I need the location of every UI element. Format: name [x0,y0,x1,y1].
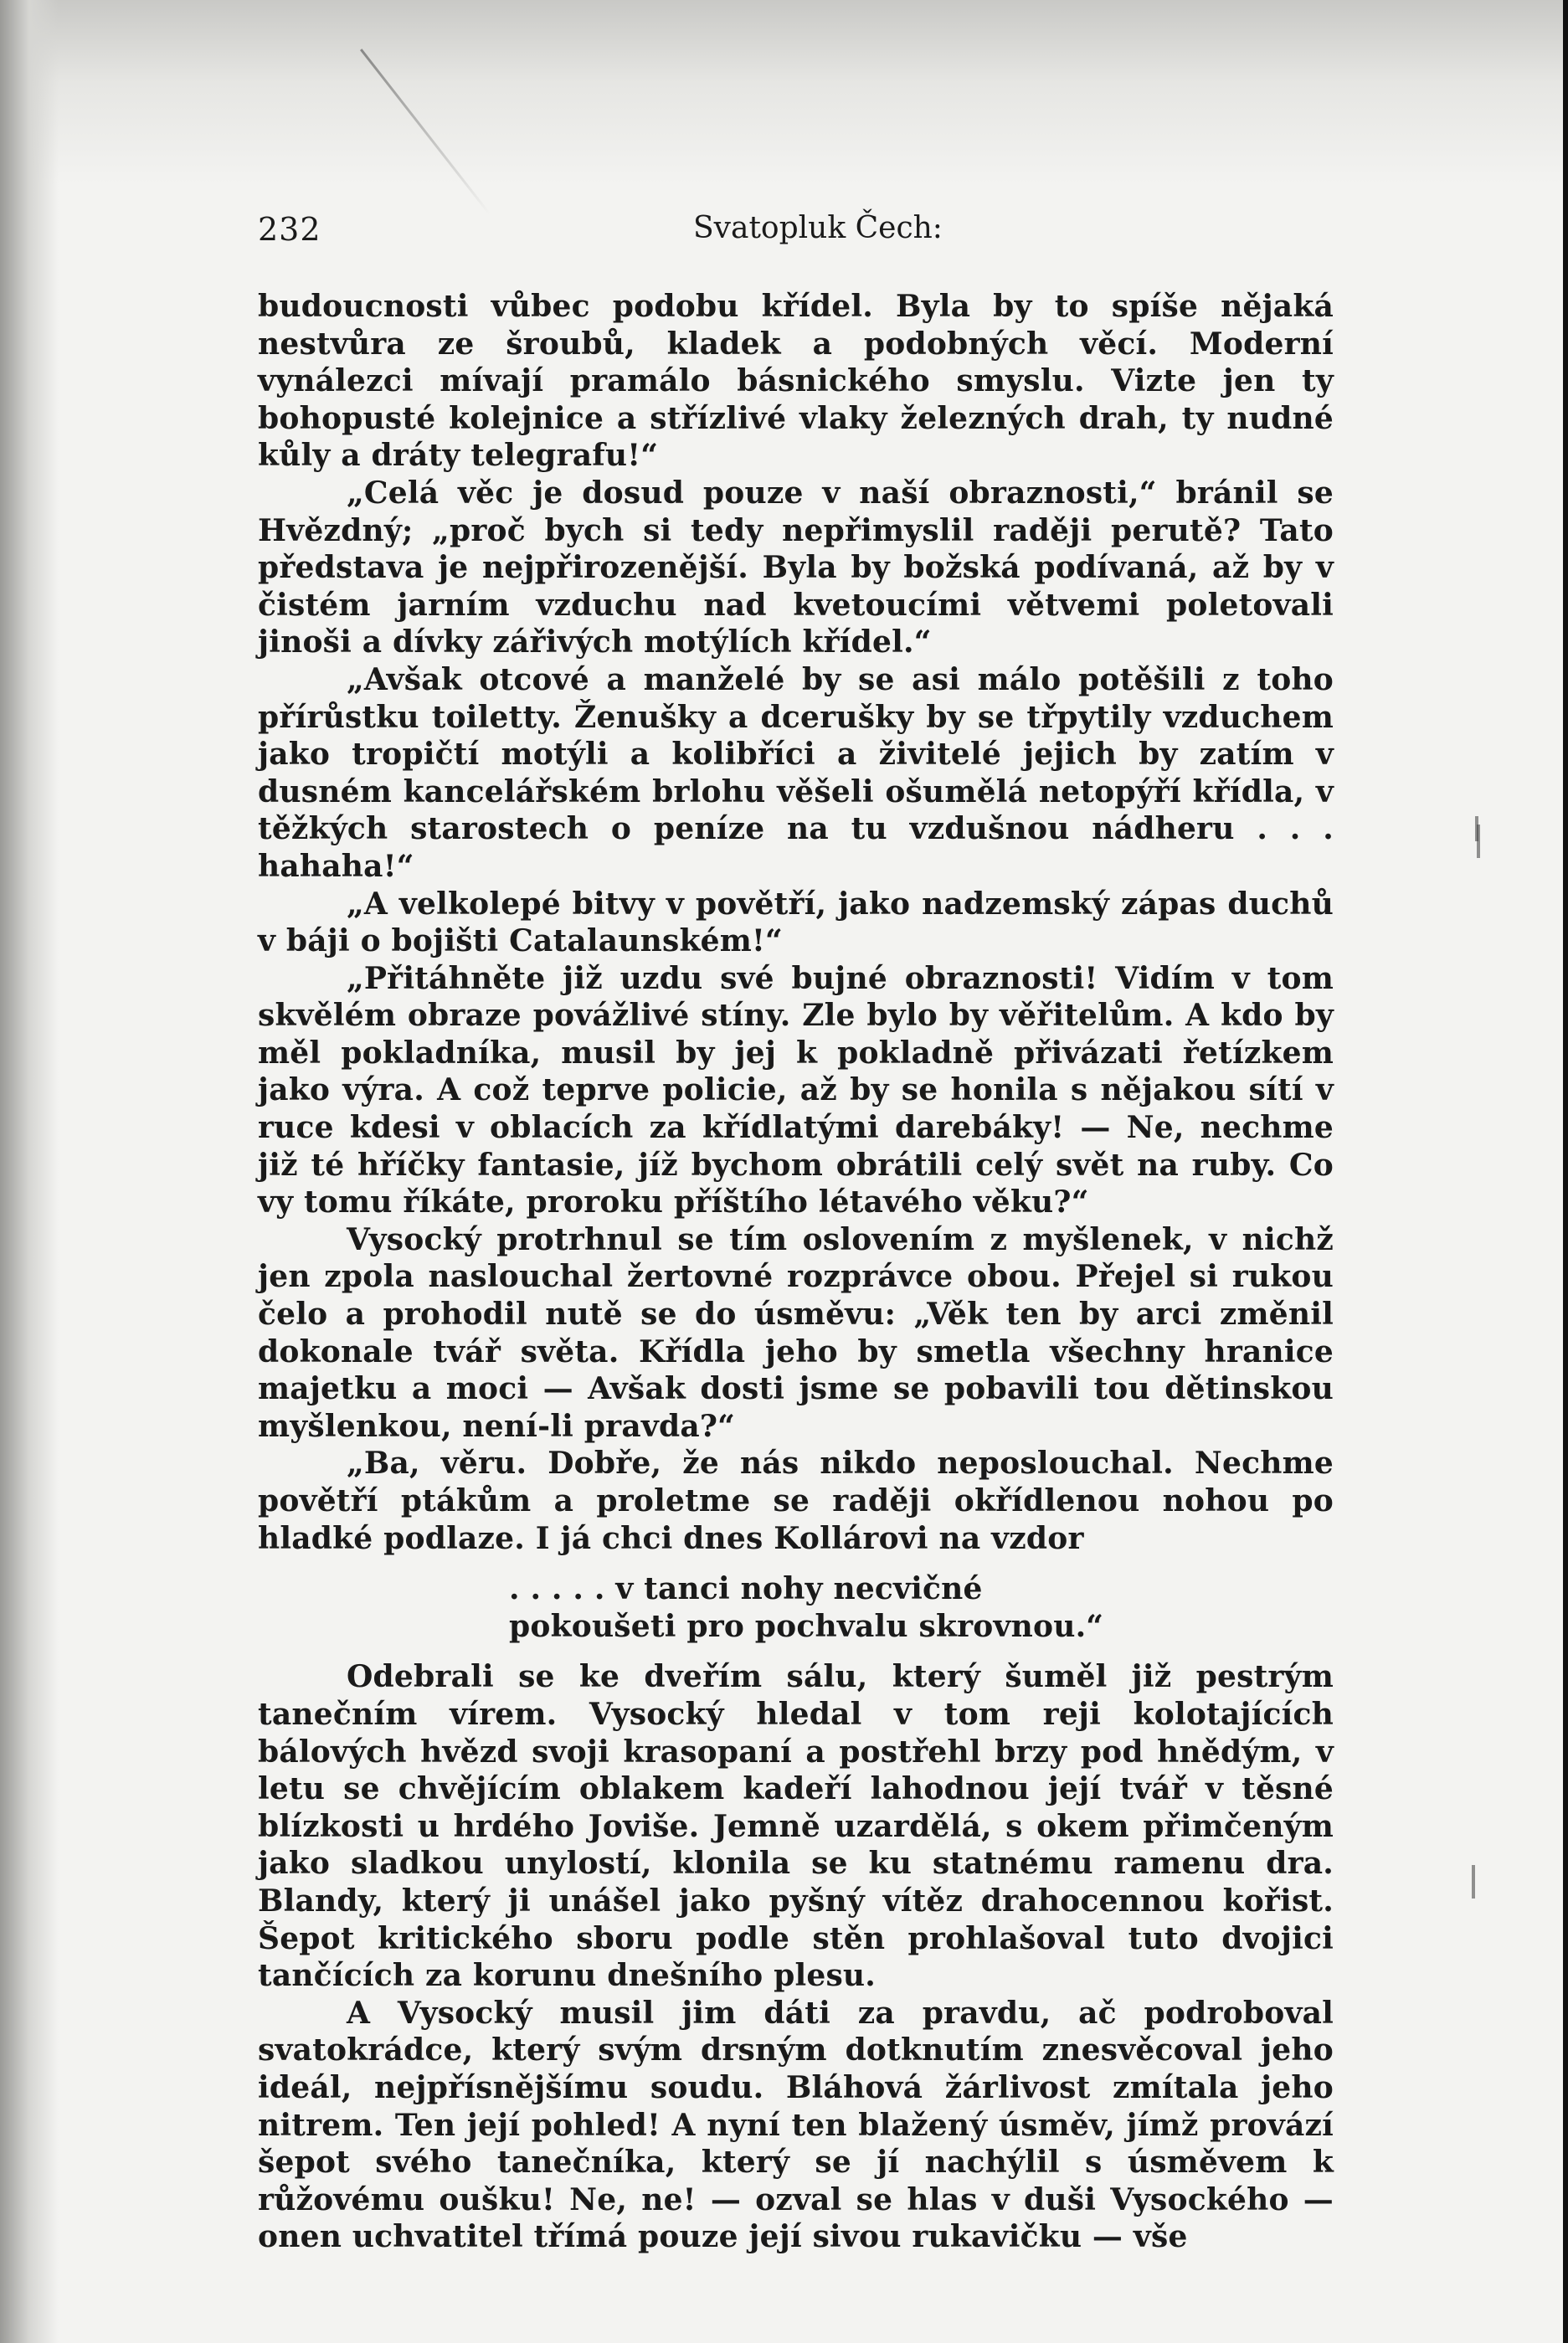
right-page-edge [1563,0,1568,2343]
verse-line: pokoušeti pro pochvalu skrovnou.“ [509,1608,1104,1644]
verse-line: . . . . . v tanci nohy necvičné [509,1571,983,1607]
paragraph: budoucnosti vůbec podobu křídel. Byla by to spíše nějaká nestvůra ze šroubů, kladek a podobných věcí. Moderní vynálezci mívají pramálo básnického smyslu. Vizte jen ty bohopusté kolejnice a střízlivé vlaky železných drah, ty nudné kůly a dráty telegrafu!“ [258,289,1334,474]
paragraph: „Přitáhněte již uzdu své bujné obraznosti! Vidím v tom skvělém obraze povážlivé stíny. Zle bylo by věřitelům. A kdo by měl pokladníka, musil by jej k pokladně přivázati řetízkem jako výra. A což teprve policie, až by se honila s nějakou sítí v ruce kdesi v oblacích za křídlatými darebáky! — Ne, nechme již té hříčky fantasie, jíž bychom obrátili celý svět na ruby. Co vy tomu říkáte, proroku příštího létavého věku?“ [258,960,1334,1220]
paragraph: A Vysocký musil jim dáti za pravdu, ač podroboval svatokrádce, který svým drsným dotknutím znesvěcoval jeho ideál, nejpřísnějšímu soudu. Bláhová žárlivost zmítala jeho nitrem. Ten její pohled! A nyní ten blažený úsměv, jímž provází šepot svého tanečníka, který se jí nachýlil s úsměvem k růžovému oušku! Ne, ne! — ozval se hlas v duši Vysockého — onen uchvatitel třímá pouze její sivou rukavičku — vše [258,1995,1334,2255]
page-number: 232 [258,211,321,248]
paragraph: „Avšak otcové a manželé by se asi málo potěšili z toho přírůstku toiletty. Ženušky a dcerušky by se třpytily vzduchem jako tropičtí motýli a kolibříci a živitelé jejich by zatím v dusném kancelářském brlohu věšeli ošumělá netopýří křídla, v těžkých starostech o peníze na tu vzdušnou nádheru . . . hahaha!“ [258,661,1334,884]
paragraph: „A velkolepé bitvy v povětří, jako nadzemský zápas duchů v báji o bojišti Catalaunském!“ [258,886,1334,959]
paragraph: Vysocký protrhnul se tím oslovením z myšlenek, v nichž jen zpola naslouchal žertovné rozprávce obou. Přejel si rukou čelo a prohodil nutě se do úsměvu: „Věk ten by arci změnil dokonale tvář světa. Křídla jeho by smetla všechny hranice majetku a moci — Avšak dosti jsme se pobavili tou dětinskou myšlenkou, není-li pravda?“ [258,1221,1334,1444]
paragraph: Odebrali se ke dveřím sálu, který šuměl již pestrým tanečním vírem. Vysocký hledal v tom reji kolotajících bálových hvězd svoji krasopaní a postřehl brzy pod hnědým, v letu se chvějícím oblakem kadeří lahodnou její tvář v těsné blízkosti u hrdého Joviše. Jemně uzardělá, s okem přimčeným jako sladkou unylostí, klonila se ku statnému ramenu dra. Blandy, který ji unášel jako pyšný vítěz drahocennou kořist. Šepot kritického sboru podle stěn prohlašoval tuto dvojici tančících za korunu dnešního plesu. [258,1659,1334,1994]
verse-quote [509,1570,1334,1645]
body-text [258,288,1334,2256]
left-scan-shadow [0,0,59,2343]
margin-mark [1472,1865,1475,1899]
paragraph: „Celá věc je dosud pouze v naší obraznosti,“ bránil se Hvězdný; „proč bych si tedy nepřimyslil raději perutě? Tato představa je nejpřirozenější. Byla by božská podívaná, až by v čistém jarním vzduchu nad kvetoucími větvemi poletovali jinoši a dívky zářivých motýlích křídel.“ [258,475,1334,660]
page-header [258,201,1338,259]
running-head: Svatopluk Čech: [693,211,943,245]
paragraph: „Ba, věru. Dobře, že nás nikdo neposlouchal. Nechme povětří ptákům a proletme se raději okřídlenou nohou po hladké podlaze. I já chci dnes Kollárovi na vzdor [258,1446,1334,1556]
margin-mark [1477,825,1480,858]
top-scan-shadow [0,0,1568,184]
